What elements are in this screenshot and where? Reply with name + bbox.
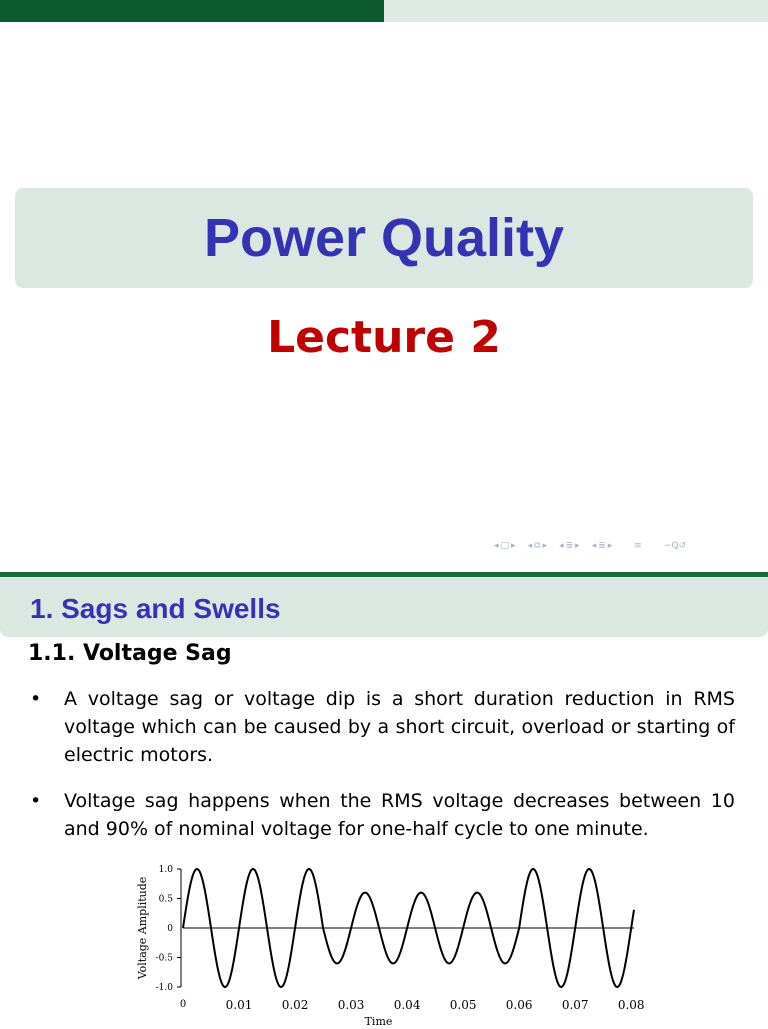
bullet-list: [30, 685, 735, 861]
subsection-title: 1.1. Voltage Sag: [28, 641, 232, 666]
bullet-text: A voltage sag or voltage dip is a short duration reduction in RMS voltage which can be caused by a short circuit, overload or starting of electric motors.: [64, 688, 735, 766]
nav-doc-icon[interactable]: ≣: [598, 541, 606, 551]
x-tick-label: 0.04: [393, 998, 421, 1012]
nav-left-icon[interactable]: ◂: [559, 541, 564, 551]
x-tick-label: 0.03: [337, 998, 365, 1012]
x-tick-label: 0.05: [449, 998, 477, 1012]
slide-title: Power Quality: [203, 208, 565, 268]
nav-right-icon[interactable]: ▸: [607, 541, 613, 551]
nav-left-icon[interactable]: ◂: [527, 541, 533, 551]
nav-right-icon[interactable]: ▸: [511, 541, 516, 551]
top-bar-left: [0, 0, 384, 22]
bullet-text: Voltage sag happens when the RMS voltage decreases between 10 and 90% of nominal voltage for one-half cycle to one minute.: [64, 790, 735, 840]
bullet-icon: •: [30, 688, 42, 710]
y-tick-label: 1.0: [158, 865, 173, 875]
content-slide: [0, 577, 768, 1028]
y-tick-label: 0.5: [158, 894, 173, 905]
x-tick-label: 0.08: [617, 998, 645, 1012]
nav-right-icon[interactable]: ▸: [542, 541, 548, 551]
nav-align-icon[interactable]: ≡: [634, 541, 642, 551]
x-tick-label: 0.02: [281, 998, 309, 1012]
nav-right-icon[interactable]: ▸: [575, 541, 580, 551]
nav-search-icon[interactable]: ∽Ꝗ↺: [663, 541, 687, 551]
nav-left-icon[interactable]: ◂: [494, 541, 499, 551]
x-tick-label: 0.06: [505, 998, 533, 1012]
y-tick-label: -1.0: [155, 983, 173, 993]
beamer-nav-bar[interactable]: [494, 539, 764, 553]
nav-frame-icon[interactable]: □: [500, 541, 510, 551]
list-item: [30, 787, 735, 843]
x-axis-label: Time: [364, 1015, 393, 1028]
section-header: [0, 577, 768, 637]
nav-left-icon[interactable]: ◂: [591, 541, 597, 551]
top-bar-right: [384, 0, 768, 22]
x-axis: [180, 998, 645, 1012]
y-axis: [156, 865, 181, 993]
nav-section-icon[interactable]: ≣: [565, 541, 574, 551]
y-axis-label: Voltage Amplitude: [136, 876, 149, 980]
nav-subsection-icon[interactable]: ⧉: [534, 541, 541, 551]
y-tick-label: 0: [167, 924, 173, 934]
list-item: [30, 685, 735, 769]
x-tick-label: 0: [179, 999, 187, 1010]
section-title: 1. Sags and Swells: [30, 593, 281, 624]
voltage-sag-chart: [128, 859, 645, 1028]
x-tick-label: 0.07: [561, 998, 589, 1012]
x-tick-label: 0.01: [225, 998, 253, 1012]
bullet-icon: •: [30, 790, 42, 812]
slide-subtitle: Lecture 2: [267, 312, 501, 363]
title-box: [15, 188, 753, 288]
chart-svg: [128, 859, 645, 1028]
y-tick-label: -0.5: [155, 953, 173, 964]
